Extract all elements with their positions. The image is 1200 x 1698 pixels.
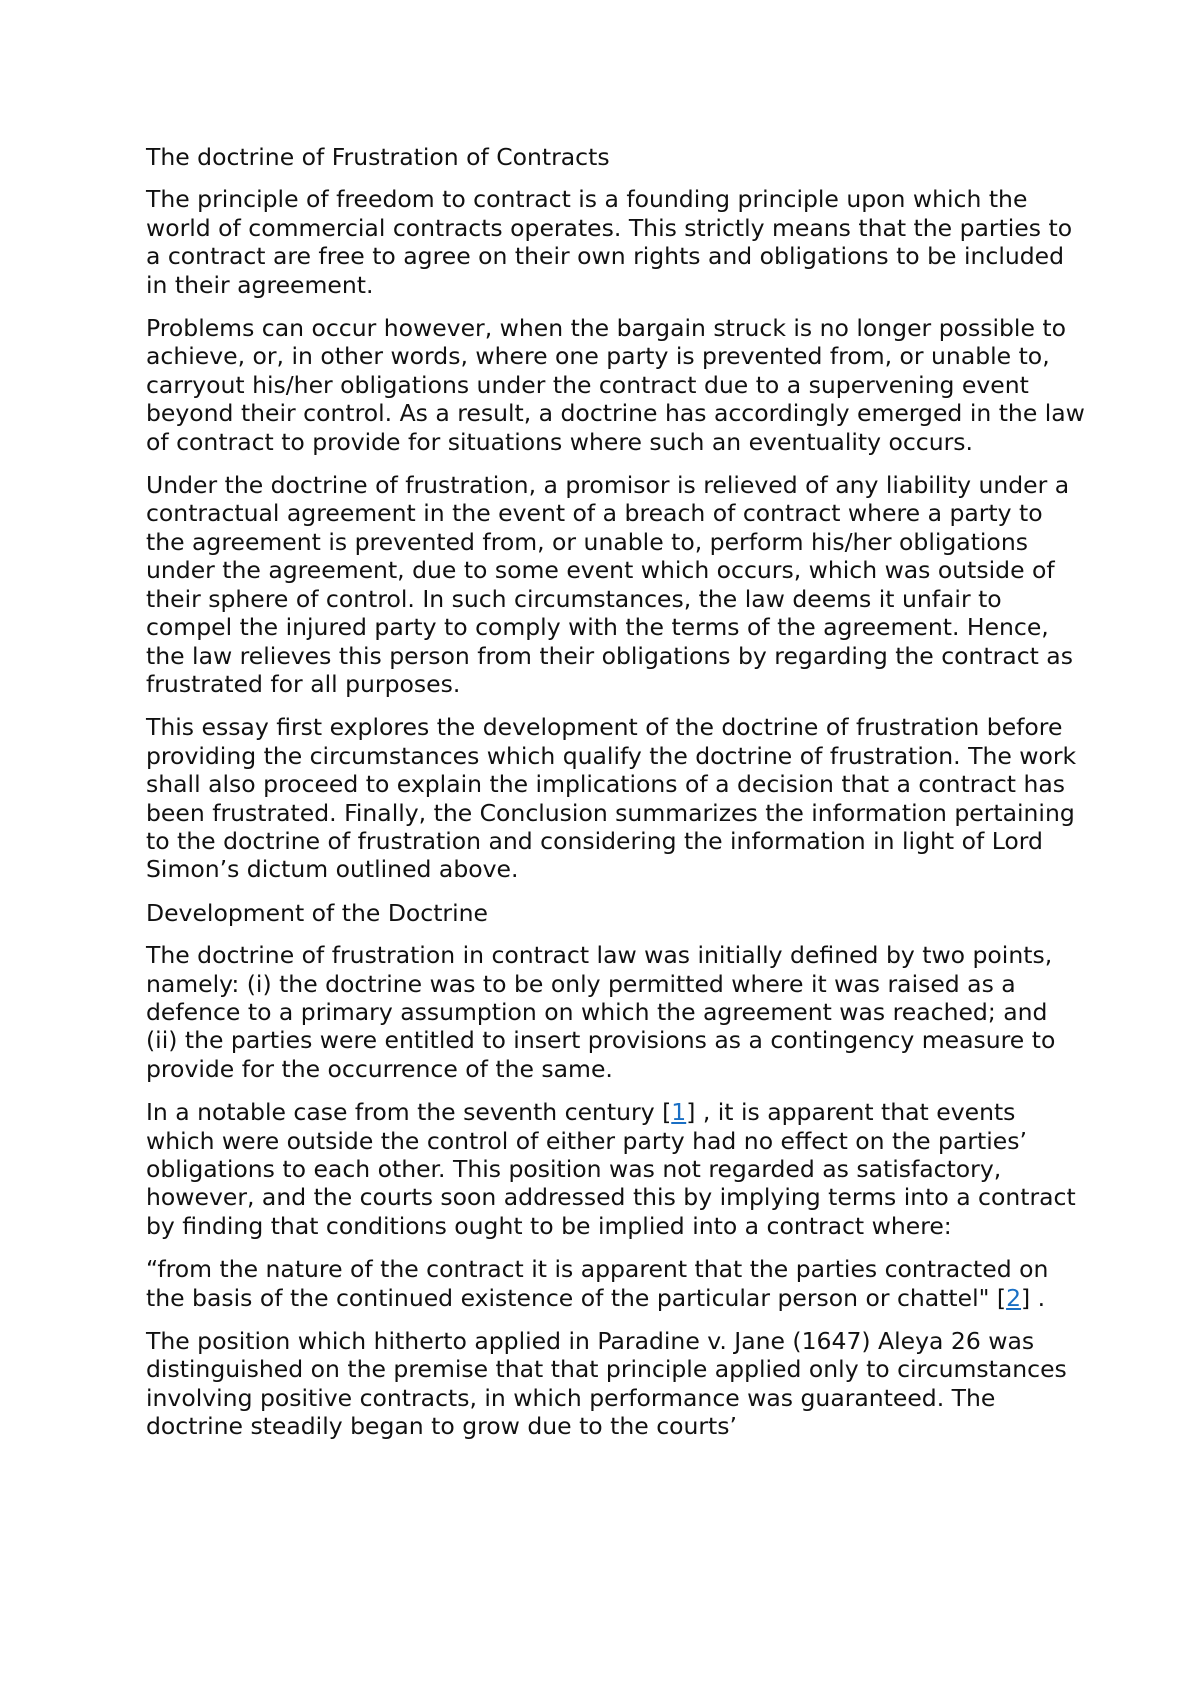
paragraph-text: ] , it is apparent that events which were outside the control of either party had no effect on the parties’ obligations to each other. This position was not regarded as satisfactory, however, and the courts soon addressed this by implying terms into a contract by finding that conditions ought to be implied into a contract where: [146, 1098, 1076, 1240]
paragraph-with-footnote [146, 1098, 1086, 1240]
paragraph-text: In a notable case from the seventh century [ [146, 1098, 672, 1127]
footnote-link-1[interactable]: 1 [671, 1098, 687, 1127]
paragraph: Problems can occur however, when the bargain struck is no longer possible to achieve, or, in other words, where one party is prevented from, or unable to, carryout his/her obligations under the contract due to a supervening event beyond their control. As a result, a doctrine has accordingly emerged in the law of contract to provide for situations where such an eventuality occurs. [146, 314, 1085, 456]
paragraph: The position which hitherto applied in Paradine v. Jane (1647) Aleya 26 was distinguished on the premise that that principle applied only to circumstances involving positive contracts, in which performance was guaranteed. The doctrine steadily began to grow due to the courts’ [146, 1327, 1067, 1441]
document-title: The doctrine of Frustration of Contracts [146, 143, 610, 171]
quotation-text: ] . [1021, 1283, 1046, 1312]
footnote-link-2[interactable]: 2 [1006, 1283, 1022, 1312]
document-body [146, 143, 1086, 1456]
paragraph: The principle of freedom to contract is a founding principle upon which the world of commercial contracts operates. This strictly means that the parties to a contract are free to agree on their own rights and obligations to be included in their agreement. [146, 185, 1073, 299]
quotation-with-footnote [146, 1255, 1086, 1312]
section-heading: Development of the Doctrine [146, 898, 488, 927]
quotation-text: “from the nature of the contract it is apparent that the parties contracted on the basis of the continued existence of the particular person or chattel" [ [146, 1255, 1049, 1312]
paragraph: This essay first explores the development of the doctrine of frustration before providing the circumstances which qualify the doctrine of frustration. The work shall also proceed to explain the implications of a decision that a contract has been frustrated. Finally, the Conclusion summarizes the information pertaining to the doctrine of frustration and considering the information in light of Lord Simon’s dictum outlined above. [146, 713, 1077, 884]
paragraph: The doctrine of frustration in contract law was initially defined by two points, namely: (i) the doctrine was to be only permitted where it was raised as a defence to a primary assumption on which the agreement was reached; and (ii) the parties were entitled to insert provisions as a contingency measure to provide for the occurrence of the same. [146, 941, 1056, 1083]
paragraph: Under the doctrine of frustration, a promisor is relieved of any liability under a contractual agreement in the event of a breach of contract where a party to the agreement is prevented from, or unable to, perform his/her obligations under the agreement, due to some event which occurs, which was outside of their sphere of control. In such circumstances, the law deems it unfair to compel the injured party to comply with the terms of the agreement. Hence, the law relieves this person from their obligations by regarding the contract as frustrated for all purposes. [146, 471, 1073, 698]
